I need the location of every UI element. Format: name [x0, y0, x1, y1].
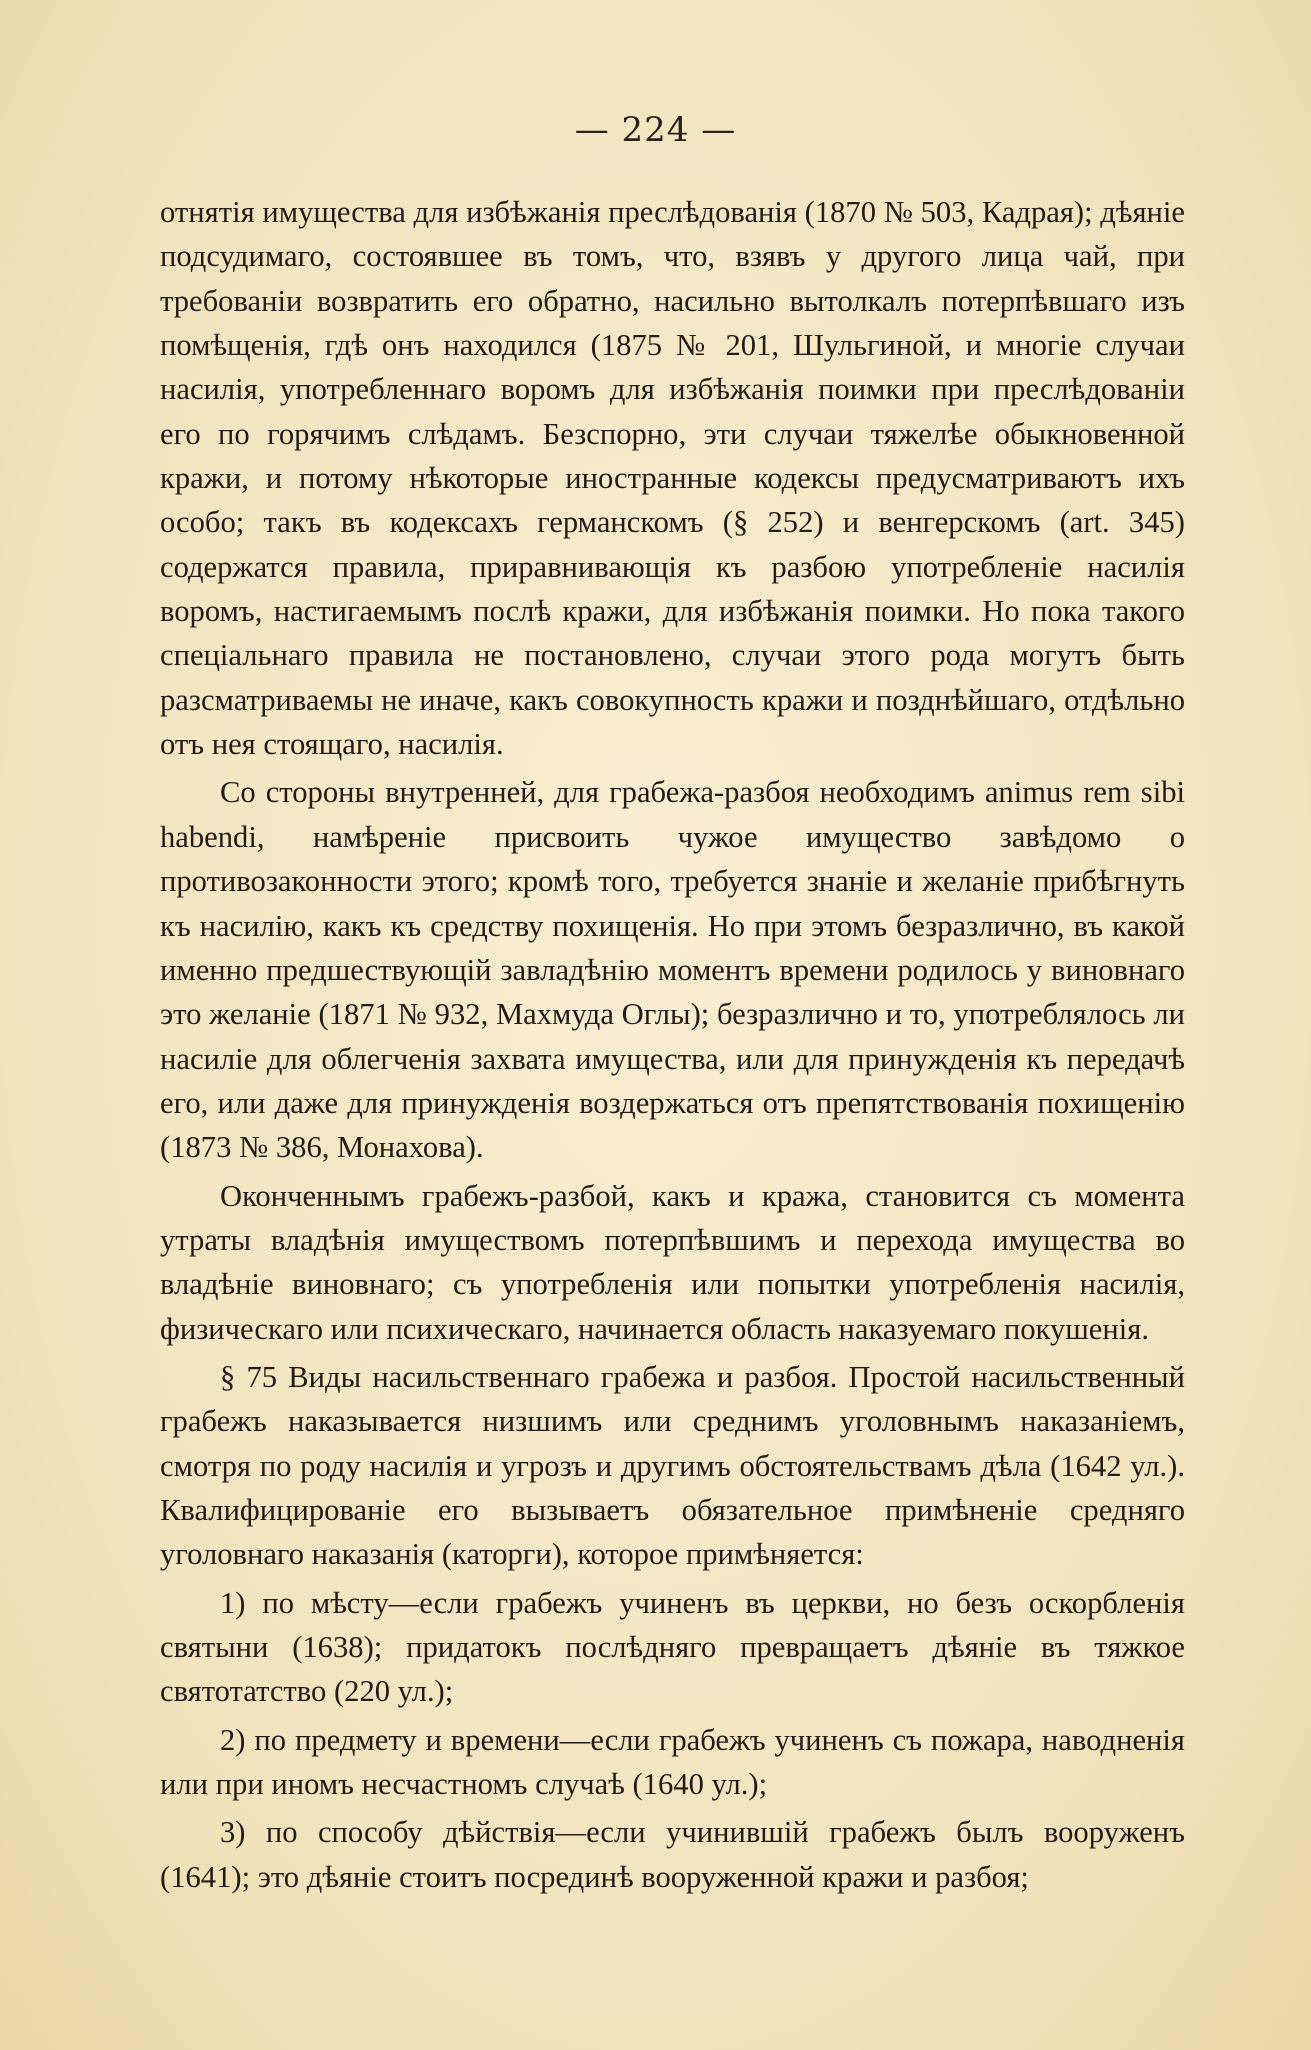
list-item-2: 2) по предмету и времени—если грабежъ учиненъ съ пожара, наводненія или при иномъ несчастномъ случаѣ (1640 ул.); [160, 1722, 1185, 1802]
list-item-3: 3) по способу дѣйствія—если учинившій грабежъ былъ вооруженъ (1641); это дѣяніе стоитъ посрединѣ вооруженной кражи и разбоя; [160, 1815, 1185, 1894]
body-text [160, 190, 1185, 1899]
paragraph-section-75: § 75 Виды насильственнаго грабежа и разбоя. Простой насильственный грабежъ наказывается низшимъ или среднимъ уголовнымъ наказаніемъ, смотря по роду насилія и угрозъ и другимъ обстоятельствамъ дѣла (1642 ул.). Квалифицированіе его вызываетъ обязательное примѣненіе средняго уголовнаго наказанія (каторги), которое примѣняется: [160, 1359, 1185, 1572]
paragraph-internal-side: Со стороны внутренней, для грабежа-разбоя необходимъ animus rem sibi habendi, намѣреніе присвоить чужое имущество завѣдомо о противозаконности этого; кромѣ того, требуется знаніе и желаніе прибѣгнуть къ насилію, какъ къ средству похищенія. Но при этомъ безразлично, въ какой именно предшествующій завладѣнію моментъ времени родилось у виновнаго это желаніе (1871 № 932, Махмуда Оглы); безразлично и то, употреблялось ли насиліе для облегченія захвата имущества, или для принужденія къ передачѣ его, или даже для принужденія воздержаться отъ препятствованія похищенію (1873 № 386, Монахова). [160, 775, 1185, 1165]
paragraph-completion: Оконченнымъ грабежъ-разбой, какъ и кража, становится съ момента утраты владѣнія имуществомъ потерпѣвшимъ и перехода имущества во владѣніе виновнаго; съ употребленія или попытки употребленія насилія, физическаго или психическаго, начинается область наказуемаго покушенія. [160, 1178, 1185, 1346]
list-item-1: 1) по мѣсту—если грабежъ учиненъ въ церкви, но безъ оскорбленія святыни (1638); придатокъ послѣдняго превращаетъ дѣяніе въ тяжкое святотатство (220 ул.); [160, 1585, 1185, 1709]
paragraph-continuation: отнятія имущества для избѣжанія преслѣдованія (1870 № 503, Кадрая); дѣяніе подсудимаго, состоявшее въ томъ, что, взявъ у другого лица чай, при требованіи возвратить его обратно, насильно вытолкалъ потерпѣвшаго изъ помѣщенія, гдѣ онъ находился (1875 № 201, Шульгиной, и многіе случаи насилія, употребленнаго воромъ для избѣжанія поимки при преслѣдованіи его по горячимъ слѣдамъ. Безспорно, эти случаи тяжелѣе обыкновенной кражи, и потому нѣкоторые иностранные кодексы предусматриваютъ ихъ особо; такъ въ кодексахъ германскомъ (§ 252) и венгерскомъ (art. 345) содержатся правила, приравнивающія къ разбою употребленіе насилія воромъ, настигаемымъ послѣ кражи, для избѣжанія поимки. Но пока такого спеціальнаго правила не постановлено, случаи этого рода могутъ быть разсматриваемы не иначе, какъ совокупность кражи и позднѣйшаго, отдѣльно отъ нея стоящаго, насилія. [160, 195, 1185, 762]
page-number: — 224 — [574, 110, 737, 150]
